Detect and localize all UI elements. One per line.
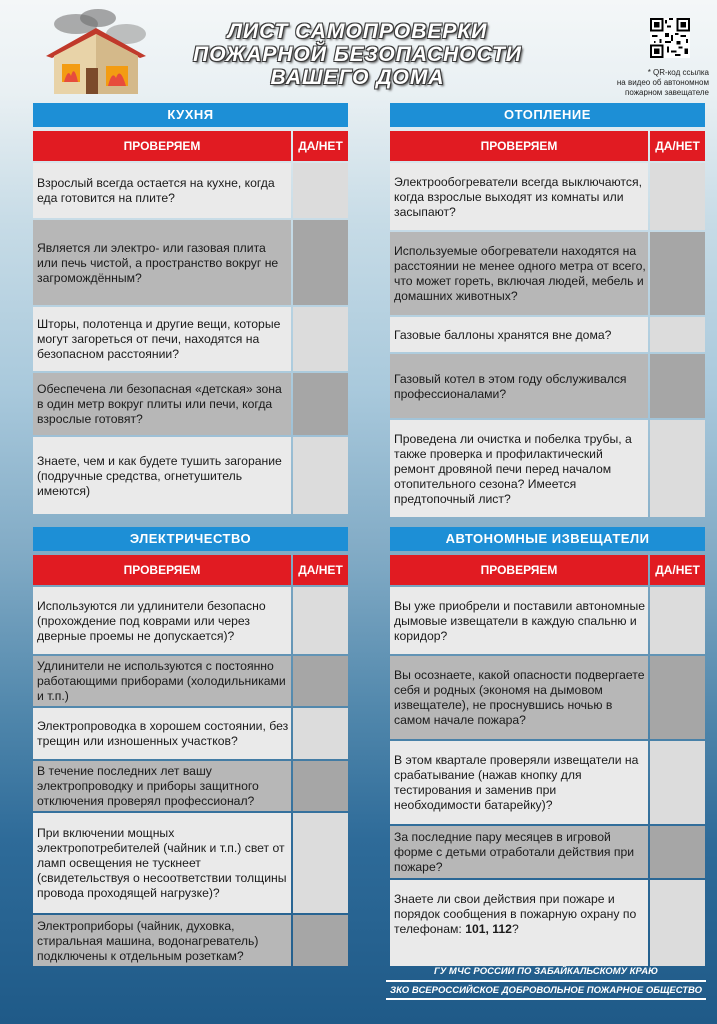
table-row <box>390 232 705 315</box>
answer-cell[interactable] <box>650 587 705 654</box>
qr-code-icon[interactable] <box>650 18 690 58</box>
answer-cell[interactable] <box>293 656 348 706</box>
answer-cell[interactable] <box>293 220 348 305</box>
header-check: ПРОВЕРЯЕМ <box>390 555 648 585</box>
footer-line-2: ЗКО ВСЕРОССИЙСКОЕ ДОБРОВОЛЬНОЕ ПОЖАРНОЕ ОБЩЕСТВО <box>389 985 703 996</box>
table-row <box>390 317 705 352</box>
table-row <box>33 813 348 913</box>
title-line-3: ВАШЕГО ДОМА <box>270 66 445 89</box>
header-yesno: ДА/НЕТ <box>650 131 705 161</box>
table-row <box>33 915 348 966</box>
header-yesno: ДА/НЕТ <box>650 555 705 585</box>
header-check: ПРОВЕРЯЕМ <box>33 555 291 585</box>
question-text: В этом квартале проверяли извещатели на срабатывание (нажав кнопку для тестирования и заменив при необходимости батарейку)? <box>390 741 648 824</box>
question-text: За последние пару месяцев в игровой форме с детьми отработали действия при пожаре? <box>390 826 648 878</box>
table-row <box>33 656 348 706</box>
kitchen-title: КУХНЯ <box>33 103 348 127</box>
footer-divider <box>386 980 706 982</box>
question-text: Газовый котел в этом году обслуживался профессионалами? <box>390 354 648 418</box>
table-row <box>390 741 705 824</box>
table-header <box>390 131 705 161</box>
table-row <box>390 354 705 418</box>
answer-cell[interactable] <box>650 420 705 517</box>
question-text: Вы уже приобрели и поставили автономные дымовые извещатели в каждую спальню и коридор? <box>390 587 648 654</box>
question-text: Электрообогреватели всегда выключаются, когда взрослые выходят из комнаты или засыпают? <box>390 163 648 230</box>
detectors-title: АВТОНОМНЫЕ ИЗВЕЩАТЕЛИ <box>390 527 705 551</box>
detectors-panel <box>390 527 705 966</box>
table-header <box>33 555 348 585</box>
burning-house-icon <box>36 6 156 98</box>
table-row <box>390 163 705 230</box>
header-yesno: ДА/НЕТ <box>293 131 348 161</box>
question-text: Взрослый всегда остается на кухне, когда еда готовится на плите? <box>33 163 291 218</box>
table-row <box>33 163 348 218</box>
title-line-2: ПОЖАРНОЙ БЕЗОПАСНОСТИ <box>193 43 522 66</box>
answer-cell[interactable] <box>293 708 348 759</box>
answer-cell[interactable] <box>650 354 705 418</box>
table-row <box>390 656 705 739</box>
table-row <box>33 708 348 759</box>
heating-panel <box>390 103 705 517</box>
answer-cell[interactable] <box>293 587 348 654</box>
electricity-panel <box>33 527 348 966</box>
kitchen-panel <box>33 103 348 514</box>
table-header <box>390 555 705 585</box>
table-row <box>33 307 348 371</box>
table-row <box>33 373 348 435</box>
question-text: Проведена ли очистка и побелка трубы, а также проверка и профилактический ремонт дровяной печи перед началом отопительного сезона? Имеется предтопочный лист? <box>390 420 648 517</box>
answer-cell[interactable] <box>650 317 705 352</box>
header-yesno: ДА/НЕТ <box>293 555 348 585</box>
footer-divider <box>386 998 706 1000</box>
table-row <box>390 587 705 654</box>
answer-cell[interactable] <box>293 761 348 811</box>
question-text: Вы осознаете, какой опасности подвергаете себя и родных (экономя на дымовом извещателе), не проснувшись ночью в самом начале пожара? <box>390 656 648 739</box>
qr-note-line-2: на видео об автономном <box>616 78 709 87</box>
answer-cell[interactable] <box>650 880 705 966</box>
emergency-phones: 101, 112 <box>465 922 512 936</box>
header <box>0 0 717 100</box>
question-text: Обеспечена ли безопасная «детская» зона в один метр вокруг плиты или печи, когда взрослые готовят? <box>33 373 291 435</box>
answer-cell[interactable] <box>293 373 348 435</box>
question-text: Знаете, чем и как будете тушить загорание (подручные средства, огнетушитель имеются) <box>33 437 291 514</box>
answer-cell[interactable] <box>293 307 348 371</box>
answer-cell[interactable] <box>650 232 705 315</box>
answer-cell[interactable] <box>650 163 705 230</box>
question-text: Используются ли удлинители безопасно (прохождение под коврами или через дверные проемы не допускается)? <box>33 587 291 654</box>
heating-title: ОТОПЛЕНИЕ <box>390 103 705 127</box>
answer-cell[interactable] <box>650 656 705 739</box>
table-header <box>33 131 348 161</box>
header-check: ПРОВЕРЯЕМ <box>33 131 291 161</box>
question-text: Используемые обогреватели находятся на расстоянии не менее одного метра от всего, что может гореть, включая людей, мебель и домашних животных? <box>390 232 648 315</box>
footer-line-1: ГУ МЧС РОССИИ ПО ЗАБАЙКАЛЬСКОМУ КРАЮ <box>433 966 659 977</box>
question-text: Удлинители не используются с постоянно работающими приборами (холодильниками и т.п.) <box>33 656 291 706</box>
answer-cell[interactable] <box>293 163 348 218</box>
question-text-with-phones <box>390 880 648 966</box>
page-title <box>190 20 525 89</box>
table-row <box>390 880 705 966</box>
electricity-title: ЭЛЕКТРИЧЕСТВО <box>33 527 348 551</box>
table-row <box>33 437 348 514</box>
qr-note <box>565 68 709 98</box>
question-text: Знаете ли свои действия при пожаре и порядок сообщения в пожарную охрану по телефонам: <box>394 892 637 936</box>
question-mark: ? <box>511 922 519 936</box>
table-row <box>33 220 348 305</box>
title-line-1: ЛИСТ САМОПРОВЕРКИ <box>227 20 488 43</box>
question-text: Газовые баллоны хранятся вне дома? <box>390 317 648 352</box>
table-row <box>33 587 348 654</box>
answer-cell[interactable] <box>293 437 348 514</box>
question-text: Электропроводка в хорошем состоянии, без трещин или изношенных участков? <box>33 708 291 759</box>
answer-cell[interactable] <box>293 915 348 966</box>
answer-cell[interactable] <box>293 813 348 913</box>
question-text: При включении мощных электропотребителей (чайник и т.п.) свет от ламп освещения не тускнеет (свидетельствуя о несоответствии толщины провода проходящей нагрузке)? <box>33 813 291 913</box>
question-text: Электроприборы (чайник, духовка, стиральная машина, водонагреватель) подключены к отдельным розеткам? <box>33 915 291 966</box>
qr-note-line-3: пожарном завещателе <box>625 88 709 97</box>
header-check: ПРОВЕРЯЕМ <box>390 131 648 161</box>
table-row <box>33 761 348 811</box>
table-row <box>390 826 705 878</box>
question-text: В течение последних лет вашу электропроводку и приборы защитного отключения проверял профессионал? <box>33 761 291 811</box>
question-text: Является ли электро- или газовая плита или печь чистой, а пространство вокруг не загромождённым? <box>33 220 291 305</box>
answer-cell[interactable] <box>650 741 705 824</box>
question-text: Шторы, полотенца и другие вещи, которые могут загореться от печи, находятся на безопасном расстоянии? <box>33 307 291 371</box>
answer-cell[interactable] <box>650 826 705 878</box>
table-row <box>390 420 705 517</box>
qr-note-line-1: * QR-код ссылка <box>647 68 709 77</box>
